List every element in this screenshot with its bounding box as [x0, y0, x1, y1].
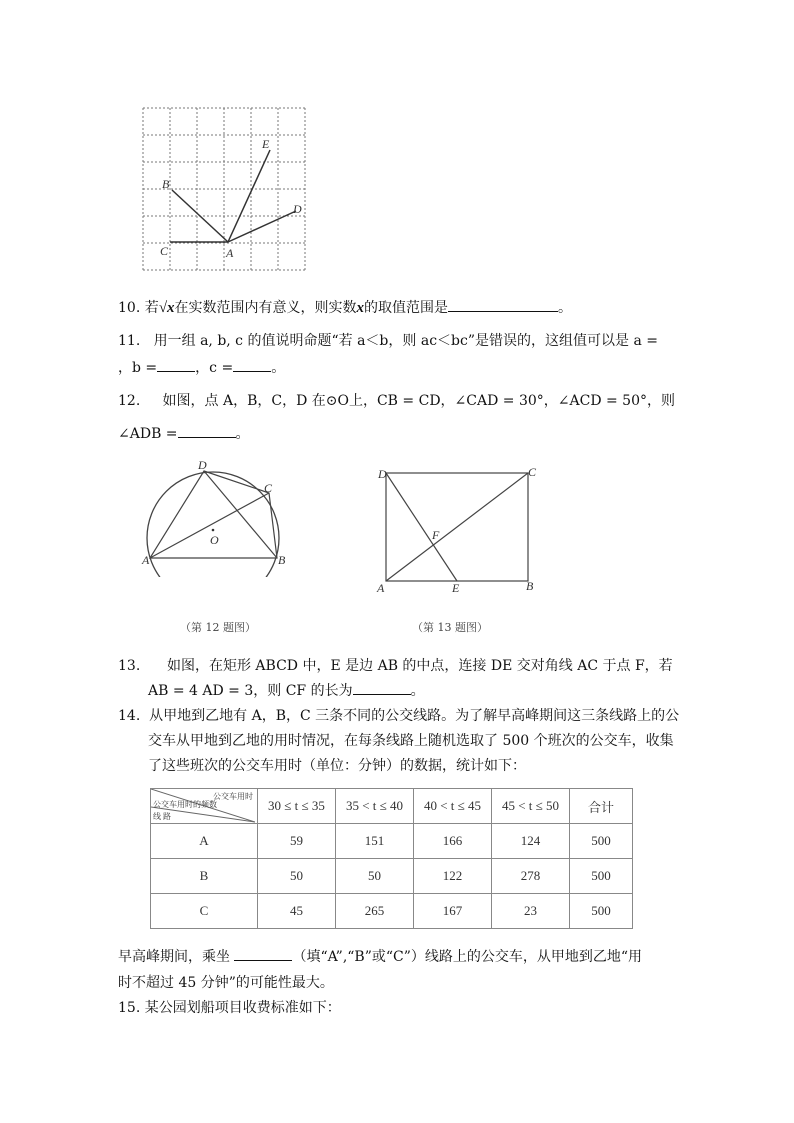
answer-blank[interactable] [353, 682, 411, 695]
svg-text:O: O [210, 533, 219, 547]
figure-grid-angles [130, 100, 320, 280]
answer-blank-c[interactable] [233, 359, 271, 372]
label-a: A [226, 246, 234, 260]
answer-blank[interactable] [448, 299, 558, 312]
question-12-blank: ∠ADB = 。 [118, 426, 250, 442]
label-c: C [160, 244, 169, 258]
question-11-blanks: ，b = ，c = 。 [118, 360, 286, 376]
question-14-answer: 早高峰期间，乘坐 （填“A”,“B”或“C”）线路上的公交车，从甲地到乙地“用 [118, 949, 643, 965]
svg-text:F: F [432, 528, 440, 542]
figure-13-caption: （第 13 题图） [412, 621, 488, 634]
svg-text:D: D [198, 458, 207, 472]
label-e: E [262, 137, 270, 151]
table-header: 合计 [570, 789, 633, 824]
label-d: D [293, 202, 302, 216]
table-header: 30 ≤ t ≤ 35 [258, 789, 336, 824]
svg-text:B: B [278, 553, 286, 567]
question-14-answer-line2: 时不超过 45 分钟”的可能性最大。 [118, 975, 334, 991]
bus-time-table [150, 788, 633, 929]
answer-blank-b[interactable] [157, 359, 195, 372]
question-15: 15. 某公园划船项目收费标准如下： [118, 1000, 341, 1016]
question-14-line3: 了这些班次的公交车用时（单位：分钟）的数据，统计如下： [148, 758, 526, 774]
svg-text:E: E [452, 581, 460, 595]
question-14-line2: 交车从甲地到乙地的用时情况，在每条线路上随机选取了 500 个班次的公交车，收集 [148, 733, 674, 749]
question-13: 13. 如图，在矩形 ABCD 中，E 是边 AB 的中点，连接 DE 交对角线 AC 于点 F，若 [118, 658, 673, 674]
label-b: B [162, 177, 170, 191]
figure-12-circle [138, 452, 298, 577]
question-14: 14. 从甲地到乙地有 A，B，C 三条不同的公交线路。为了解早高峰期间这三条线路上的公 [118, 708, 680, 724]
answer-blank[interactable] [234, 948, 292, 961]
svg-text:A: A [377, 581, 385, 595]
svg-text:B: B [526, 579, 534, 593]
figure-13-rectangle [370, 462, 550, 597]
question-11: 11. 用一组 a, b, c 的值说明命题“若 a＜b，则 ac＜bc”是错误的，这组值可以是 a = [118, 333, 658, 349]
table-header: 40 < t ≤ 45 [414, 789, 492, 824]
table-header: 45 < t ≤ 50 [492, 789, 570, 824]
question-12: 12. 如图，点 A，B，C，D 在⊙O上，CB = CD，∠CAD = 30°，∠ACD = 50°，则 [118, 393, 675, 409]
question-13-blank: AB = 4 AD = 3，则 CF 的长为 。 [148, 683, 425, 699]
table-row: B 50 50 122 278 500 [151, 859, 633, 894]
svg-text:C: C [264, 481, 273, 495]
question-10: 10. 若√x在实数范围内有意义，则实数x的取值范围是 。 [118, 300, 572, 316]
table-corner-cell: 公交车用时 公交车用时的频数 线 路 [151, 789, 258, 824]
svg-text:A: A [142, 553, 150, 567]
table-row: A 59 151 166 124 500 [151, 824, 633, 859]
answer-blank[interactable] [178, 425, 236, 438]
table-row: C 45 265 167 23 500 [151, 894, 633, 929]
svg-text:D: D [378, 467, 387, 481]
svg-text:C: C [528, 465, 537, 479]
table-header: 35 < t ≤ 40 [336, 789, 414, 824]
figure-12-caption: （第 12 题图） [180, 621, 256, 634]
table-header-row [151, 789, 633, 824]
